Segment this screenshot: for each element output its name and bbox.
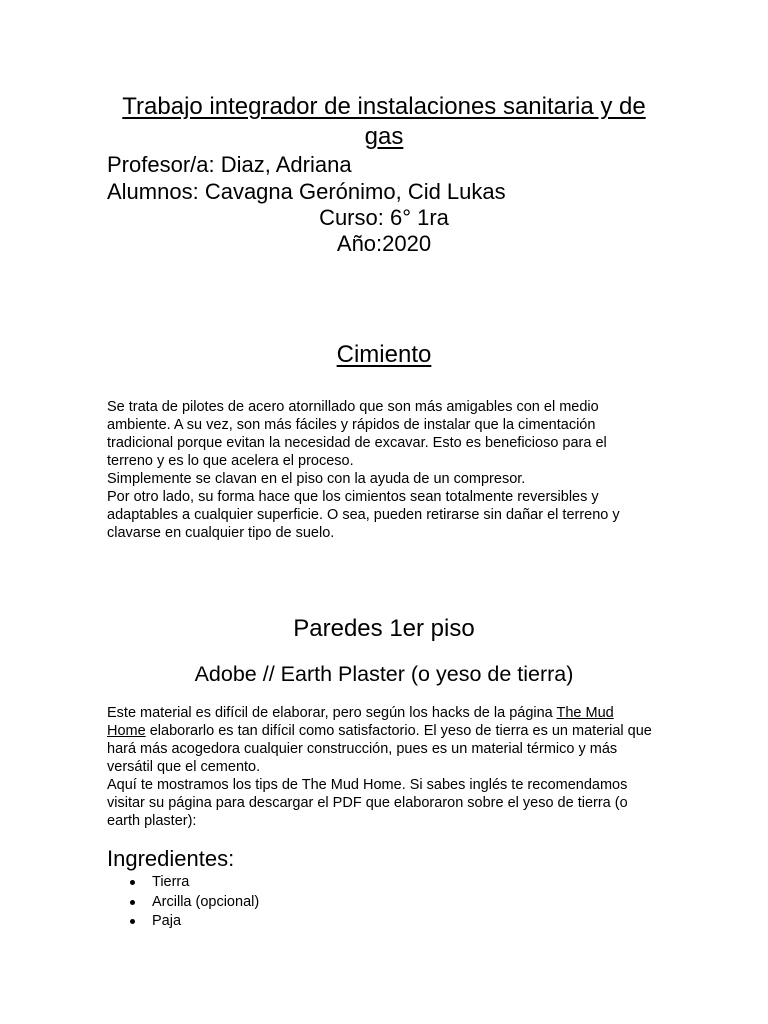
bullet-icon — [130, 919, 135, 924]
teacher-line: Profesor/a: Diaz, Adriana — [107, 152, 352, 177]
list-item — [130, 912, 259, 932]
list-item — [130, 893, 259, 913]
cimiento-paragraph-1: Se trata de pilotes de acero atornillado que son más amigables con el medio ambiente. A su vez, son más fáciles y rápidos de instalar que la cimentación tradicional porque evitan la necesidad de excavar. Esto es beneficioso para el terreno y es lo que acelera el proceso. — [107, 399, 607, 469]
cimiento-body — [107, 398, 652, 542]
year-line: Año:2020 — [336, 231, 432, 256]
paredes-intro-end: elaborarlo es tan difícil como satisfactorio. El yeso de tierra es un material que hará más acogedora cualquier construcción, pues es un material térmico y más versátil que el cemento. — [107, 723, 652, 775]
list-item — [130, 873, 259, 893]
paredes-intro-start: Este material es difícil de elaborar, pero según los hacks de la página — [107, 705, 557, 721]
ingredient-label: Tierra — [152, 874, 190, 890]
ingredient-label: Paja — [152, 913, 182, 929]
the-mud-home-link[interactable]: The Mud Home — [107, 705, 614, 739]
paredes-intro — [107, 704, 652, 776]
ingredients-list — [130, 873, 259, 932]
paredes-tips: Aquí te mostramos los tips de The Mud Home. Si sabes inglés te recomendamos visitar su página para descargar el PDF que elaboraron sobre el yeso de tierra (o earth plaster): — [107, 777, 628, 829]
cimiento-paragraph-2: Simplemente se clavan en el piso con la ayuda de un compresor. — [107, 471, 526, 487]
section-heading-cimiento: Cimiento — [336, 341, 432, 368]
section-subheading-adobe: Adobe // Earth Plaster (o yeso de tierra) — [194, 662, 574, 686]
section-heading-paredes: Paredes 1er piso — [293, 615, 475, 642]
ingredient-label: Arcilla (opcional) — [152, 893, 260, 910]
cimiento-paragraph-3: Por otro lado, su forma hace que los cimientos sean totalmente reversibles y adaptables a cualquier superficie. O sea, pueden retirarse sin dañar el terreno y clavarse en cualquier tipo de suelo. — [107, 489, 620, 541]
document-title: Trabajo integrador de instalaciones sanitaria y de gas — [122, 93, 646, 150]
bullet-icon — [130, 880, 135, 885]
students-line: Alumnos: Cavagna Gerónimo, Cid Lukas — [107, 179, 506, 204]
bullet-icon — [130, 900, 135, 905]
ingredients-title: Ingredientes: — [107, 846, 235, 871]
paredes-body — [107, 704, 652, 830]
course-line: Curso: 6° 1ra — [319, 205, 449, 230]
